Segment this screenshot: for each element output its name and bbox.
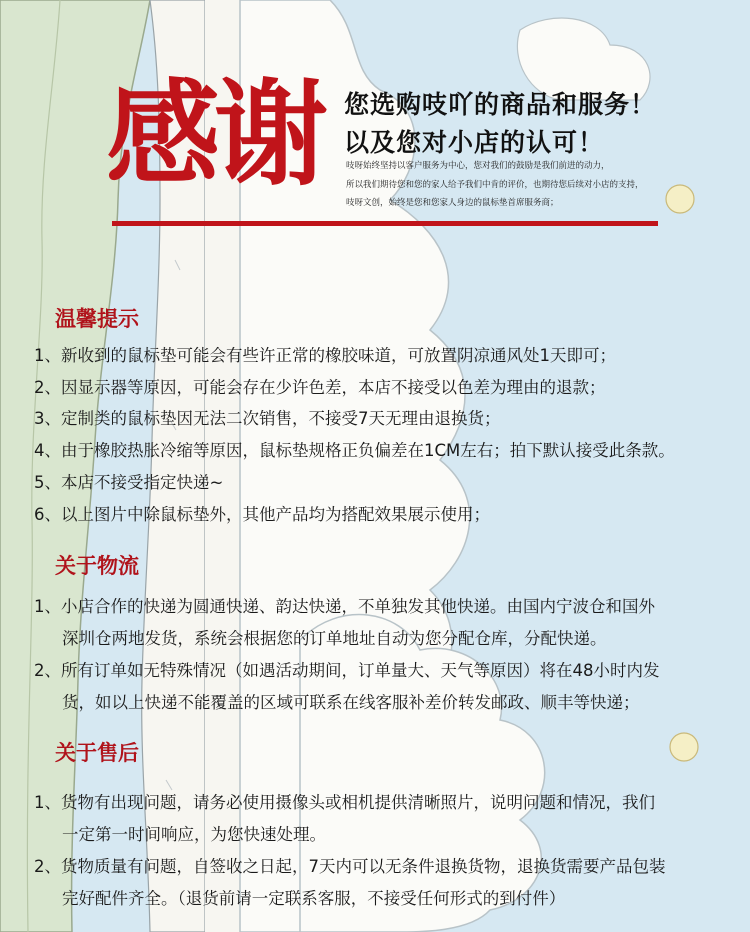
tips-item: 4、由于橡胶热胀冷缩等原因，鼠标垫规格正负偏差在1CM左右；拍下默认接受此条款。 (34, 441, 675, 460)
logistics-title: 关于物流 (55, 554, 139, 578)
aftersales-line: 2、货物质量有问题，自签收之日起，7天内可以无条件退换货物，退换货需要产品包装 (34, 857, 666, 876)
tips-item: 6、以上图片中除鼠标垫外，其他产品均为搭配效果展示使用； (34, 505, 490, 524)
header-divider (112, 221, 658, 226)
logistics-line: 2、所有订单如无特殊情况（如遇活动期间，订单量大、天气等原因）将在48小时内发 (34, 661, 660, 680)
aftersales-line: 1、货物有出现问题，请务必使用摄像头或相机提供清晰照片，说明问题和情况，我们 (34, 793, 655, 812)
logistics-line: 深圳仓两地发货，系统会根据您的订单地址自动为您分配仓库，分配快递。 (62, 629, 607, 648)
logistics-line: 1、小店合作的快递为圆通快递、韵达快递，不单独发其他快递。由国内宁波仓和国外 (34, 597, 655, 616)
header-note-2: 所以我们期待您和您的家人给予我们中肯的评价，也期待您后续对小店的支持， (346, 180, 644, 190)
header-line-2: 以及您对小店的认可！ (344, 128, 605, 157)
tips-item: 5、本店不接受指定快递~ (34, 473, 224, 492)
header-line-1: 您选购吱吖的商品和服务！ (344, 90, 657, 119)
sun-dot-top (666, 185, 694, 213)
tips-item: 2、因显示器等原因，可能会存在少许色差，本店不接受以色差为理由的退款； (34, 378, 606, 397)
aftersales-line: 一定第一时间响应，为您快速处理。 (62, 825, 326, 844)
logistics-line: 货，如以上快递不能覆盖的区域可联系在线客服补差价转发邮政、顺丰等快递； (62, 693, 640, 712)
tips-title: 温馨提示 (55, 307, 139, 331)
aftersales-line: 完好配件齐全。（退货前请一定联系客服，不接受任何形式的到付件） (62, 889, 566, 908)
thanks-title: 感谢 (106, 68, 323, 201)
aftersales-title: 关于售后 (55, 741, 139, 765)
header-note-3: 吱呀文创，始终是您和您家人身边的鼠标垫首席服务商； (346, 198, 559, 208)
tips-item: 3、定制类的鼠标垫因无法二次销售，不接受7天无理由退换货； (34, 409, 501, 428)
tips-item: 1、新收到的鼠标垫可能会有些许正常的橡胶味道，可放置阴凉通风处1天即可； (34, 346, 616, 365)
sun-dot-bottom (670, 733, 698, 761)
header-note-1: 吱呀始终坚持以客户服务为中心，您对我们的鼓励是我们前进的动力， (346, 161, 610, 171)
